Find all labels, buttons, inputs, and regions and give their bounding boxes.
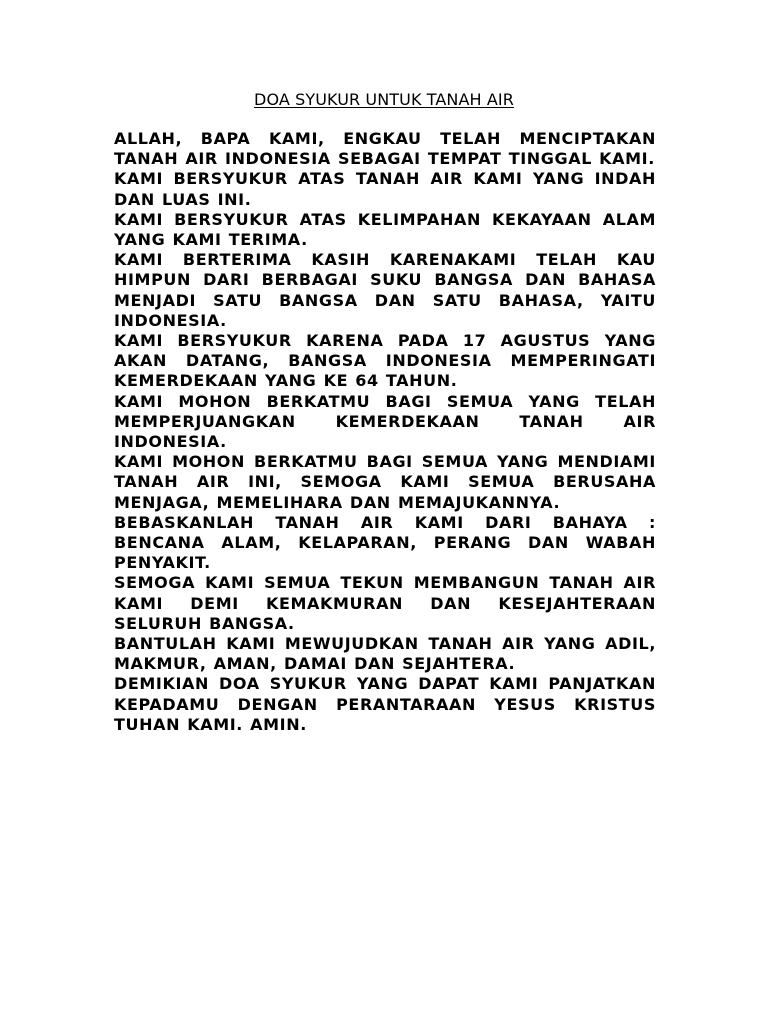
- paragraph-10: BANTULAH KAMI MEWUJUDKAN TANAH AIR YANG ADIL, MAKMUR, AMAN, DAMAI DAN SEJAHTERA.: [114, 634, 656, 674]
- paragraph-6: KAMI MOHON BERKATMU BAGI SEMUA YANG TELAH MEMPERJUANGKAN KEMERDEKAAN TANAH AIR INDONESIA.: [114, 391, 656, 452]
- paragraph-2: KAMI BERSYUKUR ATAS TANAH AIR KAMI YANG INDAH DAN LUAS INI.: [114, 169, 656, 209]
- paragraph-1: ALLAH, BAPA KAMI, ENGKAU TELAH MENCIPTAKAN TANAH AIR INDONESIA SEBAGAI TEMPAT TINGGAL KAMI.: [114, 129, 656, 169]
- paragraph-5: KAMI BERSYUKUR KARENA PADA 17 AGUSTUS YANG AKAN DATANG, BANGSA INDONESIA MEMPERINGATI KEMERDEKAAN YANG KE 64 TAHUN.: [114, 331, 656, 391]
- document-body: [114, 129, 656, 735]
- paragraph-8: BEBASKANLAH TANAH AIR KAMI DARI BAHAYA : BENCANA ALAM, KELAPARAN, PERANG DAN WABAH PENYAKIT.: [114, 512, 656, 573]
- paragraph-3: KAMI BERSYUKUR ATAS KELIMPAHAN KEKAYAAN ALAM YANG KAMI TERIMA.: [114, 209, 656, 250]
- paragraph-4: KAMI BERTERIMA KASIH KARENAKAMI TELAH KAU HIMPUN DARI BERBAGAI SUKU BANGSA DAN BAHASA MENJADI SATU BANGSA DAN SATU BAHASA, YAITU INDONESIA.: [114, 250, 656, 330]
- paragraph-9: SEMOGA KAMI SEMUA TEKUN MEMBANGUN TANAH AIR KAMI DEMI KEMAKMURAN DAN KESEJAHTERAAN SELURUH BANGSA.: [114, 573, 656, 633]
- paragraph-11: DEMIKIAN DOA SYUKUR YANG DAPAT KAMI PANJATKAN KEPADAMU DENGAN PERANTARAAN YESUS KRISTUS TUHAN KAMI. AMIN.: [114, 674, 656, 734]
- paragraph-7: KAMI MOHON BERKATMU BAGI SEMUA YANG MENDIAMI TANAH AIR INI, SEMOGA KAMI SEMUA BERUSAHA MENJAGA, MEMELIHARA DAN MEMAJUKANNYA.: [114, 452, 656, 512]
- document-title: DOA SYUKUR UNTUK TANAH AIR: [254, 90, 514, 109]
